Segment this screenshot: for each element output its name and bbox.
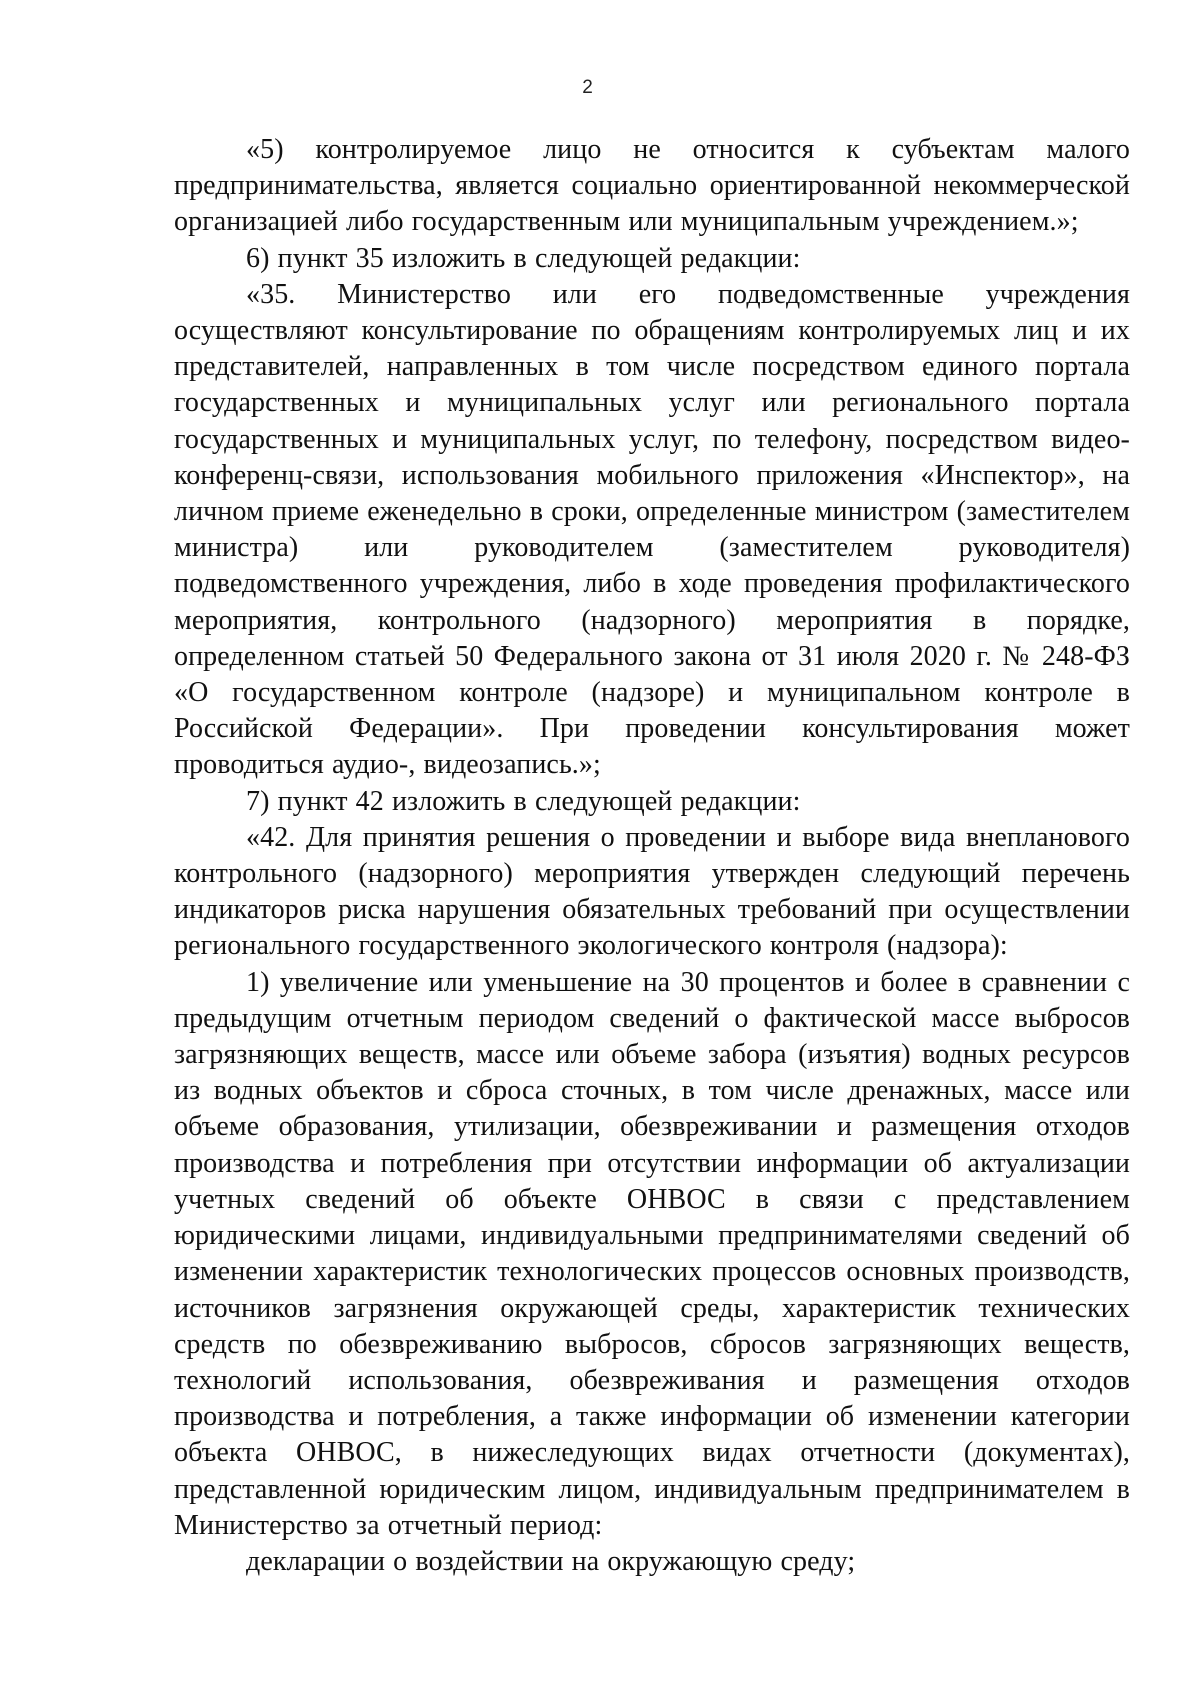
paragraph-indicator-1: 1) увеличение или уменьшение на 30 процентов и более в сравнении с предыдущим отчетным периодом сведений о фактической массе выбросов загрязняющих веществ, массе или объеме забора (изъятия) водных ресурсов из водных объектов и сброса сточных, в том числе дренажных, массе или объеме образования, утилизации, обезвреживании и размещения отходов производства и потребления при отсутствии информации об актуализации учетных сведений об объекте ОНВОС в связи с представлением юридическими лицами, индивидуальными предпринимателями сведений об изменении характеристик технологических процессов основных производств, источников загрязнения окружающей среды, характеристик технических средств по обезвреживанию выбросов, сбросов загрязняющих веществ, технологий использования, обезвреживания и размещения отходов производства и потребления, а также информации об изменении категории объекта ОНВОС, в нижеследующих видах отчетности (документах), представленной юридическим лицом, индивидуальным предпринимателем в Министерство за отчетный период: [174, 966, 1130, 1541]
page-number: 2 [582, 77, 593, 98]
paragraph-clause-5: «5) контролируемое лицо не относится к субъектам малого предпринимательства, является социально ориентированной некоммерческой организацией либо государственным или муниципальным учреждением.»; [174, 134, 1130, 238]
paragraph-clause-42: «42. Для принятия решения о проведении и выборе вида внепланового контрольного (надзорного) мероприятия утвержден следующий перечень индикаторов риска нарушения обязательных требований при осуществлении регионального государственного экологического контроля (надзора): [174, 821, 1130, 962]
paragraph-clause-35: «35. Министерство или его подведомственные учреждения осуществляют консультирование по обращениям контролируемых лиц и их представителей, направленных в том числе посредством единого портала государственных и муниципальных услуг или регионального портала государственных и муниципальных услуг, по телефону, посредством видео-конференц-связи, использования мобильного приложения «Инспектор», на личном приеме еженедельно в сроки, определенные министром (заместителем министра) или руководителем (заместителем руководителя) подведомственного учреждения, либо в ходе проведения профилактического мероприятия, контрольного (надзорного) мероприятия в порядке, определенном статьей 50 Федерального закона от 31 июля 2020 г. № 248-ФЗ «О государственном контроле (надзоре) и муниципальном контроле в Российской Федерации». При проведении консультирования может проводиться аудио-, видеозапись.»; [174, 278, 1130, 781]
paragraph-item-6: 6) пункт 35 изложить в следующей редакции: [246, 242, 801, 274]
paragraph-declaration: декларации о воздействии на окружающую среду; [246, 1545, 856, 1577]
paragraph-item-7: 7) пункт 42 изложить в следующей редакции: [246, 785, 801, 817]
document-body [174, 132, 1130, 1580]
